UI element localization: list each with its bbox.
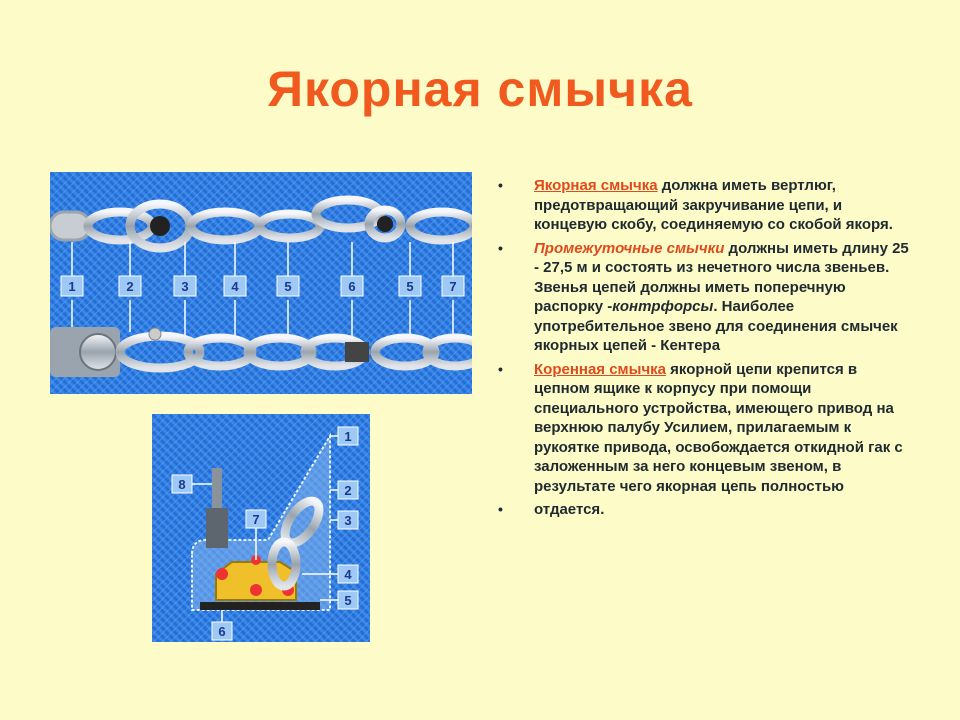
term-root-shackle: Коренная смычка [534,360,667,378]
chain-label: 4 [231,279,239,294]
bullet-text: должны иметь длину 25 - 27,5 м и состоять из нечетного числа звеньев. Звенья цепей должны иметь поперечную распорку - [534,239,909,315]
root-label: 6 [218,624,226,639]
term-studs: контрфорсы [612,298,714,315]
bullet-text: . Наиболее употребительное звено для соединения смычек якорных цепей - Кентера [534,298,898,354]
term-anchor-shackle: Якорная смычка [534,177,658,194]
root-label: 5 [344,593,352,608]
root-label: 3 [344,513,352,528]
bullet-list [494,176,914,524]
bullet-item [494,239,914,356]
term-intermediate-shackles: Промежуточные смычки [534,239,725,257]
chain-label: 2 [126,279,134,294]
root-label: 4 [344,567,352,582]
chain-label: 5 [406,279,414,294]
bullet-text: отдается. [534,501,605,518]
slide-title: Якорная смычка [267,61,693,117]
chain-diagram [50,172,472,394]
root-label: 2 [344,483,352,498]
bullet-dot-icon: • [498,360,503,377]
chain-label: 6 [348,279,356,294]
bullet-dot-icon: • [498,177,503,193]
root-label: 7 [252,512,260,527]
chain-label: 5 [284,279,292,294]
bullet-text: якорной цепи крепится в цепном ящике к корпусу при помощи специального устройства, имеющего привод на верхнюю палубу Усилием, прилагаемым к рукоятке привода, освобождается откидной гак с заложенным за него концевым звеном, в результате чего якорная цепь полностью [534,360,903,495]
chain-label: 7 [449,279,457,294]
bullet-text: должна иметь вертлюг, предотвращающий закручивание цепи, и концевую скобу, соединяемую со скобой якоря. [534,177,893,233]
chain-label: 1 [68,279,76,294]
bullet-dot-icon: • [498,239,503,256]
chain-label: 3 [181,279,189,294]
bullet-dot-icon: • [498,501,503,517]
root-device-diagram [152,414,370,642]
root-label: 1 [344,429,352,444]
root-label: 8 [178,477,186,492]
bullet-item [494,500,914,520]
bullet-item [494,360,914,497]
bullet-item [494,176,914,235]
